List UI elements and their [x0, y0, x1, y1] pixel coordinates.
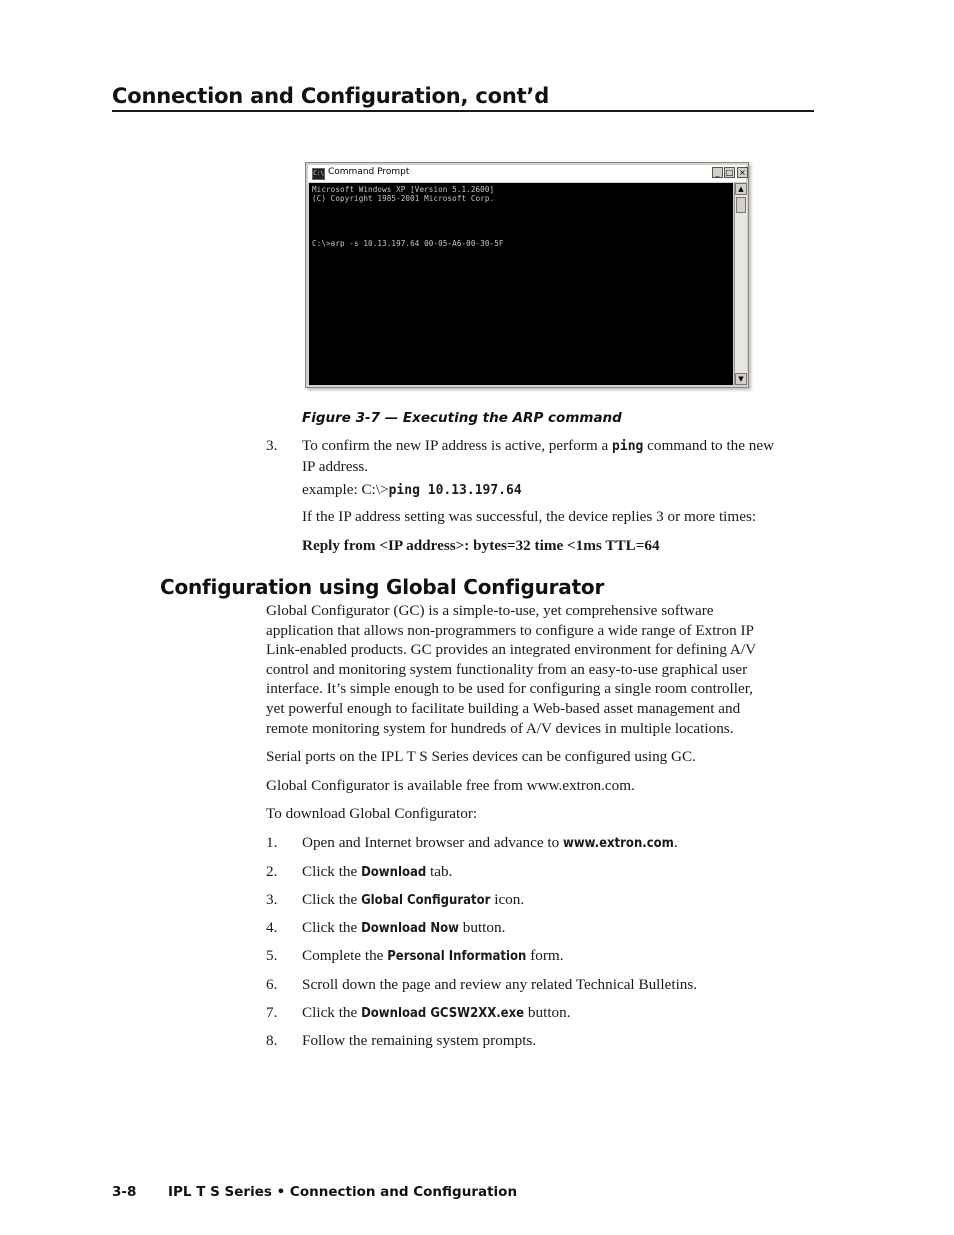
step-text: icon.	[490, 891, 525, 908]
list-item	[302, 890, 524, 911]
step-number: 4.	[266, 919, 278, 936]
scrollbar-thumb[interactable]	[736, 197, 746, 213]
step-number: 7.	[266, 1004, 278, 1021]
page-title: Connection and Configuration, cont’d	[112, 84, 550, 108]
minimize-button[interactable]: _	[712, 167, 723, 178]
ping-command: ping	[612, 439, 644, 454]
step-text: Complete the	[302, 947, 388, 964]
section-heading: Configuration using Global Configurator	[160, 575, 605, 599]
step-text: .	[673, 834, 678, 851]
window-title: Command Prompt	[328, 167, 410, 177]
list-item	[302, 833, 678, 854]
step-text: tab.	[426, 863, 453, 880]
step-text: Open and Internet browser and advance to	[302, 834, 564, 851]
intro-line: remote monitoring system for hundreds of A/V devices in multiple locations.	[266, 719, 734, 737]
intro-paragraph	[266, 601, 756, 738]
availability-text: Global Configurator is available free from www.extron.com.	[266, 777, 635, 794]
list-item	[302, 1031, 536, 1051]
step-text: Click the	[302, 863, 362, 880]
list-item	[302, 1003, 571, 1024]
step-text: Click the	[302, 1004, 362, 1021]
step-number: 8.	[266, 1032, 278, 1049]
step-bold-text: Global Configurator	[361, 893, 491, 908]
page-header	[112, 84, 814, 112]
step-text: To confirm the new IP address is active, perform a	[302, 437, 613, 454]
console-line: (C) Copyright 1985-2001 Microsoft Corp.	[312, 194, 495, 203]
intro-line: application that allows non-programmers to configure a wide range of Extron IP	[266, 621, 754, 639]
intro-line: control and monitoring system functionality from an easy-to-use graphical user	[266, 660, 748, 678]
step-bold-text: Download	[361, 865, 427, 880]
page-footer	[112, 1184, 517, 1200]
step-number: 2.	[266, 863, 278, 880]
step-bold-text: Personal Information	[387, 949, 527, 964]
step-number: 3.	[266, 437, 278, 454]
step-text: command to the new	[643, 437, 775, 454]
maximize-button[interactable]: □	[725, 168, 734, 177]
step-text: IP address.	[302, 457, 369, 475]
step-3-text	[302, 436, 814, 476]
console-icon: C:\	[312, 168, 325, 180]
step-number: 5.	[266, 947, 278, 964]
command-prompt-window	[305, 162, 749, 388]
intro-line: yet powerful enough to facilitate building a Web-based asset management and	[266, 699, 741, 717]
intro-line: interface. It’s simple enough to be used for configuring a single room controller,	[266, 680, 753, 698]
step-text: form.	[526, 947, 564, 964]
console-line: Microsoft Windows XP [Version 5.1.2600]	[312, 185, 495, 194]
step-number: 3.	[266, 891, 278, 908]
success-text: If the IP address setting was successful, the device replies 3 or more times:	[302, 508, 757, 525]
step-text: button.	[524, 1004, 571, 1021]
step-text: Click the	[302, 919, 362, 936]
list-item	[302, 918, 505, 939]
ping-example	[302, 480, 522, 501]
figure-caption: Figure 3-7 — Executing the ARP command	[302, 410, 622, 426]
console-output	[309, 183, 733, 385]
vertical-scrollbar[interactable]	[734, 183, 747, 385]
list-item	[302, 946, 564, 967]
scroll-down-arrow-icon[interactable]: ▼	[735, 373, 747, 385]
command-prompt-titlebar	[308, 165, 746, 182]
intro-line: Link-enabled products. GC provides an integrated environment for defining A/V	[266, 641, 757, 659]
list-item	[302, 975, 697, 995]
reply-text: Reply from <IP address>: bytes=32 time <1ms TTL=64	[302, 537, 660, 554]
serial-ports-text: Serial ports on the IPL T S Series devices can be configured using GC.	[266, 748, 696, 765]
step-bold-text: www.extron.com	[563, 836, 674, 851]
example-prefix: example: C:\>	[302, 481, 389, 498]
step-number: 1.	[266, 834, 278, 851]
step-bold-text: Download Now	[361, 921, 459, 936]
footer-text: IPL T S Series • Connection and Configuration	[168, 1184, 518, 1200]
step-number: 6.	[266, 976, 278, 993]
page-number: 3-8	[112, 1184, 137, 1200]
list-item	[302, 862, 452, 883]
scroll-up-arrow-icon[interactable]: ▲	[735, 183, 747, 195]
intro-line: Global Configurator (GC) is a simple-to-use, yet comprehensive software	[266, 602, 714, 619]
download-intro: To download Global Configurator:	[266, 805, 478, 822]
step-text: Scroll down the page and review any related Technical Bulletins.	[302, 976, 698, 993]
example-command: ping 10.13.197.64	[388, 483, 522, 498]
close-button[interactable]: ×	[737, 167, 748, 178]
step-bold-text: Download GCSW2XX.exe	[361, 1006, 525, 1021]
console-line: C:\>arp -s 10.13.197.64 00-05-A6-00-30-5F	[312, 239, 504, 248]
step-text: button.	[458, 919, 506, 936]
step-text: Follow the remaining system prompts.	[302, 1032, 537, 1049]
step-text: Click the	[302, 891, 362, 908]
